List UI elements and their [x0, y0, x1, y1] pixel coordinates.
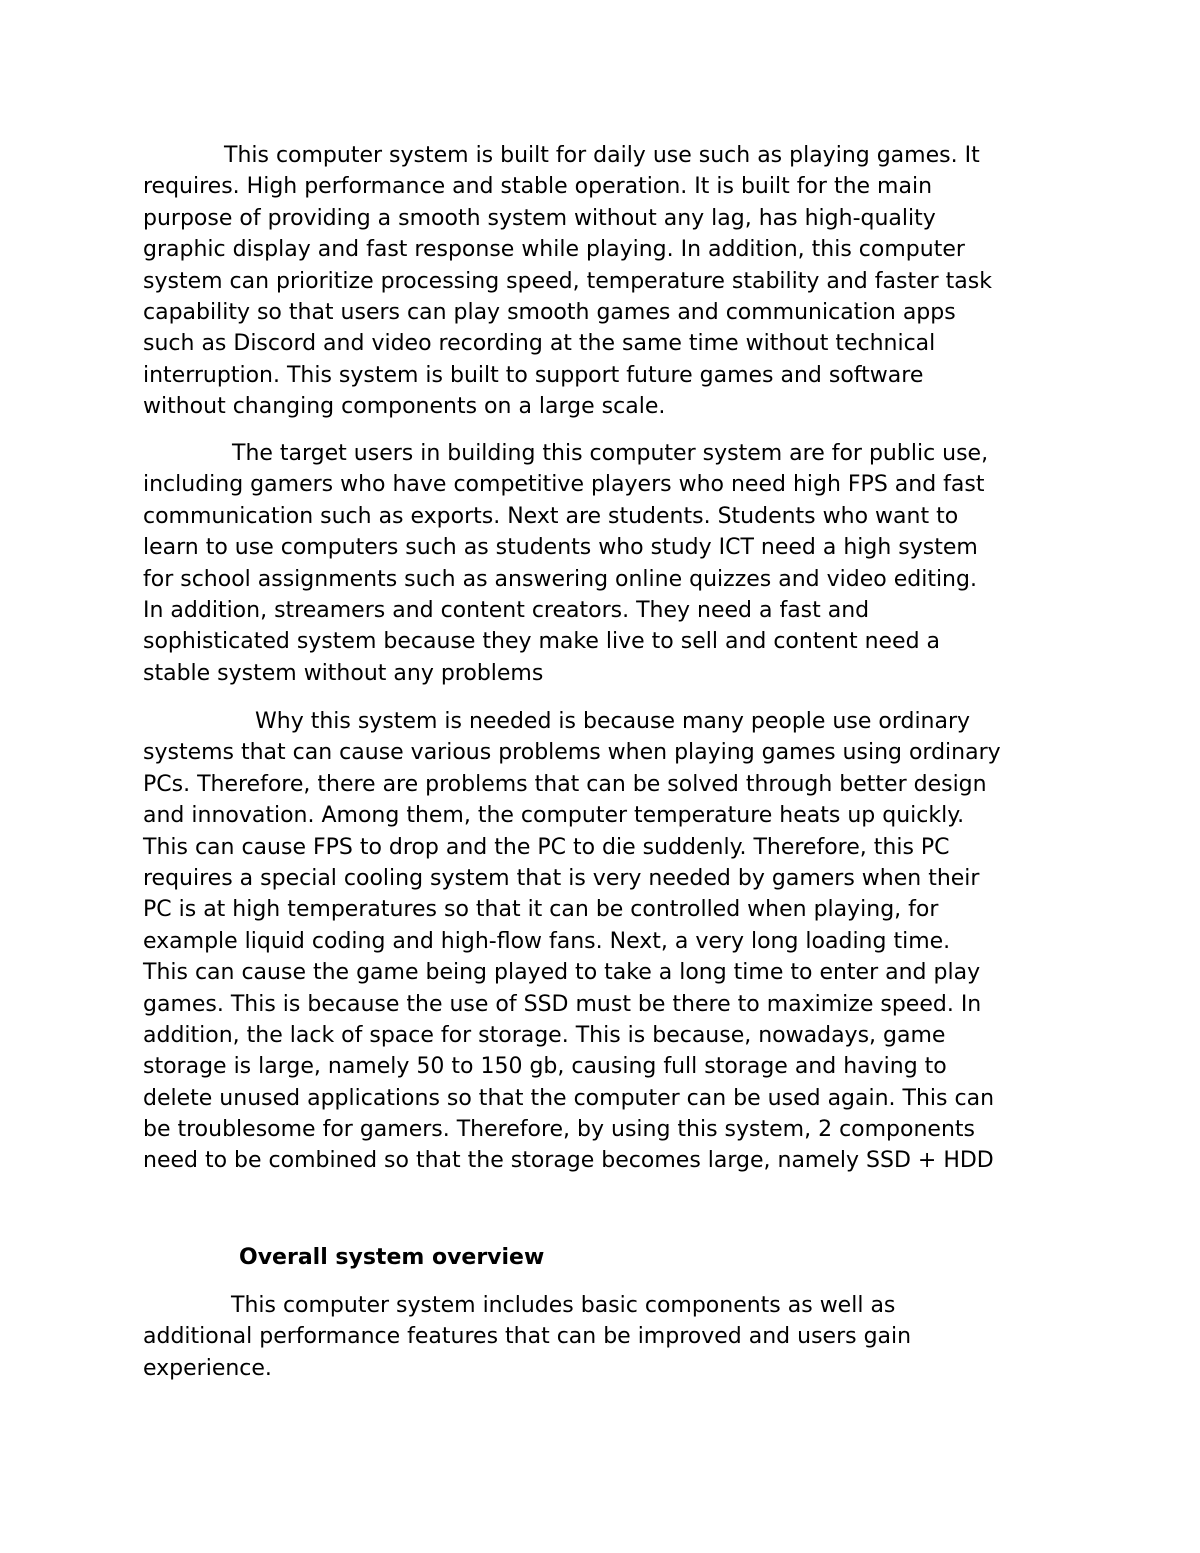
text-line: example liquid coding and high-flow fans. Next, a very long loading time.	[143, 928, 951, 954]
text-line: addition, the lack of space for storage. This is because, nowadays, game	[143, 1022, 946, 1048]
text-line: delete unused applications so that the computer can be used again. This can	[143, 1085, 995, 1111]
text-line: In addition, streamers and content creators. They need a fast and	[143, 597, 870, 623]
text-line: requires. High performance and stable operation. It is built for the main	[143, 174, 933, 200]
text-line: graphic display and fast response while playing. In addition, this computer	[143, 237, 965, 263]
text-line: This can cause FPS to drop and the PC to die suddenly. Therefore, this PC	[143, 834, 950, 860]
section-heading: Overall system overview	[239, 1245, 545, 1270]
text-line: for school assignments such as answering online quizzes and video editing.	[143, 566, 977, 592]
text-line: additional performance features that can be improved and users gain	[143, 1324, 912, 1350]
text-line: capability so that users can play smooth games and communication apps	[143, 299, 956, 325]
text-line: and innovation. Among them, the computer temperature heats up quickly.	[143, 803, 965, 829]
text-line: interruption. This system is built to support future games and software	[143, 362, 924, 388]
text-line: requires a special cooling system that is very needed by gamers when their	[143, 865, 980, 891]
text-line: communication such as exports. Next are students. Students who want to	[143, 503, 959, 529]
paragraph-purpose	[143, 140, 992, 423]
text-line: purpose of providing a smooth system without any lag, has high-quality	[143, 205, 936, 231]
text-line: sophisticated system because they make live to sell and content need a	[143, 629, 941, 655]
text-line: Why this system is needed is because many people use ordinary	[255, 709, 971, 734]
text-line: stable system without any problems	[143, 660, 544, 686]
text-line: systems that can cause various problems when playing games using ordinary	[143, 740, 1001, 766]
text-line: storage is large, namely 50 to 150 gb, causing full storage and having to	[143, 1054, 947, 1080]
text-line: including gamers who have competitive players who need high FPS and fast	[143, 472, 985, 498]
paragraph-overview	[143, 1290, 911, 1384]
text-line: such as Discord and video recording at the same time without technical	[143, 331, 936, 357]
text-line: This can cause the game being played to take a long time to enter and play	[143, 960, 981, 986]
text-line: system can prioritize processing speed, temperature stability and faster task	[143, 268, 992, 294]
text-line: be troublesome for gamers. Therefore, by using this system, 2 components	[143, 1117, 975, 1143]
text-line: experience.	[143, 1355, 272, 1381]
text-line: This computer system includes basic components as well as	[231, 1293, 896, 1318]
text-line: The target users in building this computer system are for public use,	[232, 441, 989, 466]
text-line: without changing components on a large scale.	[143, 394, 666, 420]
text-line: need to be combined so that the storage becomes large, namely SSD + HDD	[143, 1148, 994, 1174]
text-line: PC is at high temperatures so that it can be controlled when playing, for	[143, 897, 939, 923]
text-line: games. This is because the use of SSD must be there to maximize speed. In	[143, 991, 982, 1017]
text-line: learn to use computers such as students who study ICT need a high system	[143, 535, 978, 561]
text-line: This computer system is built for daily use such as playing games. It	[224, 143, 980, 168]
paragraph-target-users	[143, 438, 988, 689]
paragraph-need	[143, 706, 1001, 1177]
text-line: PCs. Therefore, there are problems that can be solved through better design	[143, 771, 987, 797]
